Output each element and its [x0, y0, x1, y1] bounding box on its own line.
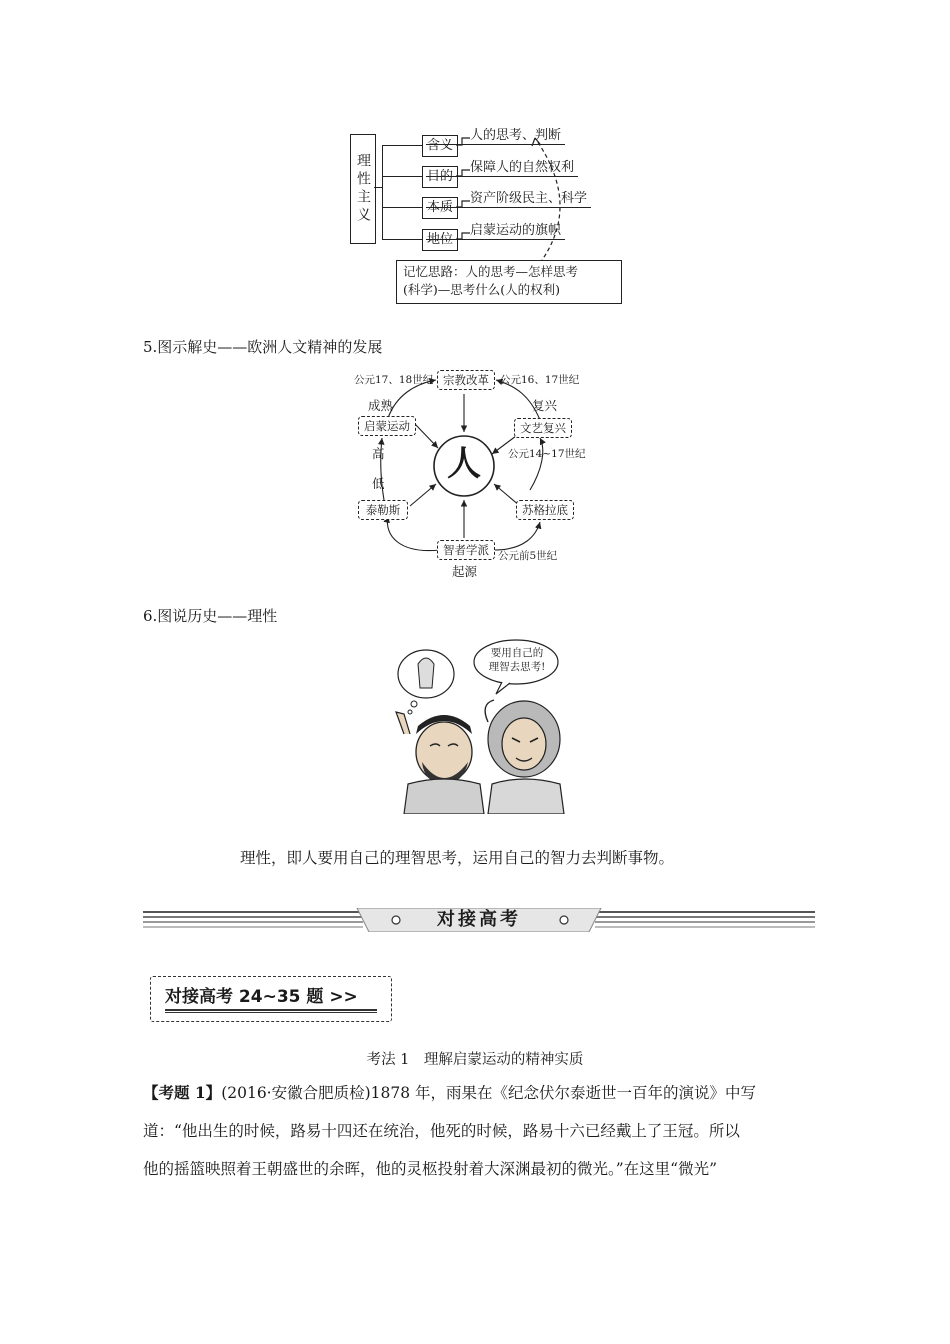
mindmap-key-purpose: 目的: [422, 166, 458, 188]
label-16-17c: 公元16、17世纪: [500, 374, 580, 386]
label-low: 低: [372, 476, 385, 491]
exam-range-label: 对接高考 24~35 题 >>: [165, 987, 358, 1007]
mindmap-value-meaning: 人的思考、判断: [426, 124, 565, 145]
rationalism-mindmap: [340, 118, 620, 308]
mindmap-value-status: 启蒙运动的旗帜: [426, 219, 565, 240]
mindmap-value-essence: 资产阶级民主、科学: [426, 187, 591, 208]
node-enlightenment: 启蒙运动: [358, 416, 416, 436]
humanism-cycle-diagram: [340, 366, 600, 582]
section6-heading: 6.图说历史——理性: [143, 607, 278, 625]
mindmap-root: 理性主义: [350, 134, 376, 244]
label-origin: 起源: [452, 564, 478, 579]
mindmap-key-status: 地位: [422, 229, 458, 251]
mindmap-memo: 记忆思路：人的思考—怎样思考 (科学)—思考什么(人的权利): [396, 260, 622, 304]
question-1: 【考题 1】(2016·安徽合肥质检)1878 年，雨果在《纪念伏尔泰逝世一百年的演说》中写 道：“他出生的时候，路易十四还在统治，他死的时候，路易十六已经戴上了王冠。所以 他的摇篮映照着王朝盛世的余晖，他的灵柩投射着大深渊最初的微光。”在这里“微光”: [143, 1083, 757, 1178]
mindmap-key-meaning: 含义: [422, 135, 458, 157]
label-mature: 成熟: [368, 398, 394, 413]
cartoon-illustration: [384, 634, 584, 814]
section5-heading: 5.图示解史——欧洲人文精神的发展: [143, 338, 383, 356]
cartoon-drawing: [384, 634, 584, 814]
label-17-18c: 公元17、18世纪: [354, 374, 434, 386]
label-5c-bc: 公元前5世纪: [498, 550, 558, 562]
question-tag: 【考题 1】: [143, 1083, 222, 1102]
mindmap-value-purpose: 保障人的自然权利: [426, 156, 578, 177]
method-title: 考法 1 理解启蒙运动的精神实质: [366, 1052, 584, 1068]
exam-range-box: [150, 976, 392, 1022]
label-revival: 复兴: [532, 398, 558, 413]
label-high: 高: [372, 446, 385, 461]
mindmap-dashed-arrow: [520, 118, 620, 268]
node-renaissance: 文艺复兴: [514, 418, 572, 438]
section6-caption: 理性，即人要用自己的理智思考，运用自己的智力去判断事物。: [240, 849, 675, 867]
mindmap-key-essence: 本质: [422, 197, 458, 219]
label-14-17c: 公元14~17世纪: [508, 448, 586, 460]
banner-title: 对接高考: [437, 909, 521, 930]
cycle-center: 人: [447, 444, 481, 484]
node-socrates: 苏格拉底: [516, 500, 574, 520]
section-banner: [143, 908, 815, 932]
node-sophists: 智者学派: [437, 540, 495, 560]
speech-bubble-text: 要用自己的 理智去思考!: [488, 647, 546, 673]
node-thales: 泰勒斯: [358, 500, 408, 520]
node-reformation: 宗教改革: [437, 370, 495, 390]
